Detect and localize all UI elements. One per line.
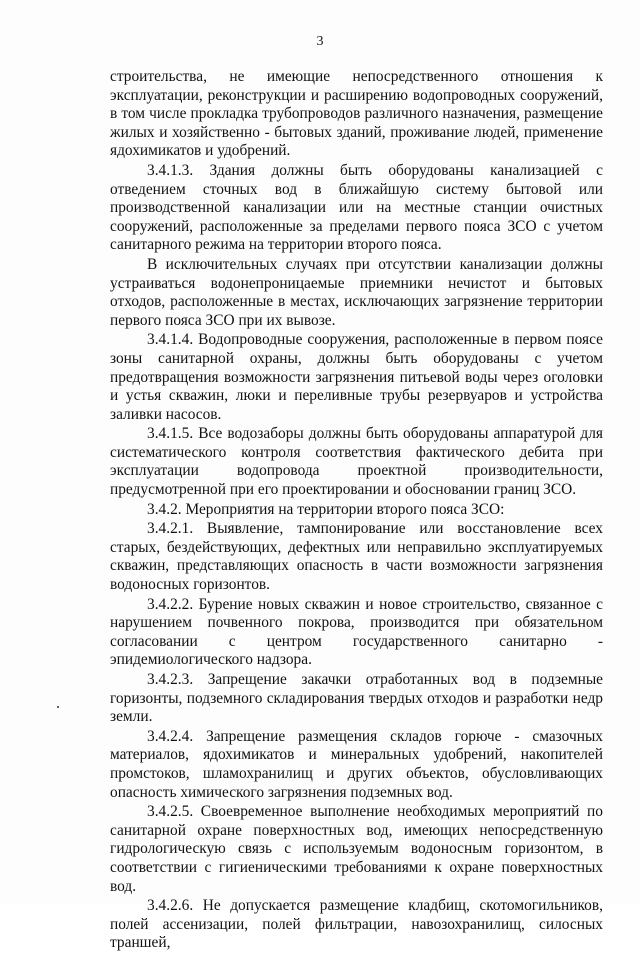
paragraph-3-4-2-6: 3.4.2.6. Не допускается размещение кладбищ, скотомогильников, полей ассенизации, полей фильтрации, навозохранилищ, силосных траншей, xyxy=(110,897,603,952)
paragraph-3-4-1-4: 3.4.1.4. Водопроводные сооружения, расположенные в первом поясе зоны санитарной охраны, должны быть оборудованы с учетом предотвращения возможности загрязнения питьевой воды через оголовки и устья скважин, люки и переливные трубы резервуаров и устройства заливки насосов. xyxy=(110,331,603,423)
paragraph-exceptional-cases: В исключительных случаях при отсутствии канализации должны устраиваться водонепроницаемые приемники нечистот и бытовых отходов, расположенные в местах, исключающих загрязнение территории первого пояса ЗСО при их вывозе. xyxy=(110,255,603,329)
paragraph-3-4-2-5: 3.4.2.5. Своевременное выполнение необходимых мероприятий по санитарной охране поверхностных вод, имеющих непосредственную гидрологическую связь с используемым водоносным горизонтом, в соответствии с гигиеническими требованиями к охране поверхностных вод. xyxy=(110,803,603,895)
document-body xyxy=(110,68,603,953)
paragraph-continuation: строительства, не имеющие непосредственного отношения к эксплуатации, реконструкции и расширению водопроводных сооружений, в том числе прокладка трубопроводов различного назначения, размещение жилых и хозяйственно - бытовых зданий, проживание людей, применение ядохимикатов и удобрений. xyxy=(110,68,603,160)
paragraph-3-4-2-2: 3.4.2.2. Бурение новых скважин и новое строительство, связанное с нарушением почвенного покрова, производится при обязательном согласовании с центром государственного санитарно - эпидемиологического надзора. xyxy=(110,595,603,669)
paragraph-3-4-2-1: 3.4.2.1. Выявление, тампонирование или восстановление всех старых, бездействующих, дефектных или неправильно эксплуатируемых скважин, представляющих опасность в части возможности загрязнения водоносных горизонтов. xyxy=(110,520,603,594)
page-number: 3 xyxy=(316,34,324,49)
paragraph-3-4-2: 3.4.2. Мероприятия на территории второго пояса ЗСО: xyxy=(147,500,505,518)
paragraph-3-4-1-3: 3.4.1.3. Здания должны быть оборудованы канализацией с отведением сточных вод в ближайшую систему бытовой или производственной канализации или на местные станции очистных сооружений, расположенные за пределами первого пояса ЗСО с учетом санитарного режима на территории второго пояса. xyxy=(110,161,603,254)
scan-speck xyxy=(57,706,59,708)
paragraph-3-4-2-4: 3.4.2.4. Запрещение размещения складов горюче - смазочных материалов, ядохимикатов и минеральных удобрений, накопителей промстоков, шламохранилищ и других объектов, обусловливающих опасность химического загрязнения подземных вод. xyxy=(110,727,603,801)
paragraph-3-4-2-3: 3.4.2.3. Запрещение закачки отработанных вод в подземные горизонты, подземного складирования твердых отходов и разработки недр земли. xyxy=(110,671,603,726)
paragraph-3-4-1-5: 3.4.1.5. Все водозаборы должны быть оборудованы аппаратурой для систематического контроля соответствия фактического дебита при эксплуатации водопровода проектной производительности, предусмотренной при его проектировании и обосновании границ ЗСО. xyxy=(110,425,603,499)
